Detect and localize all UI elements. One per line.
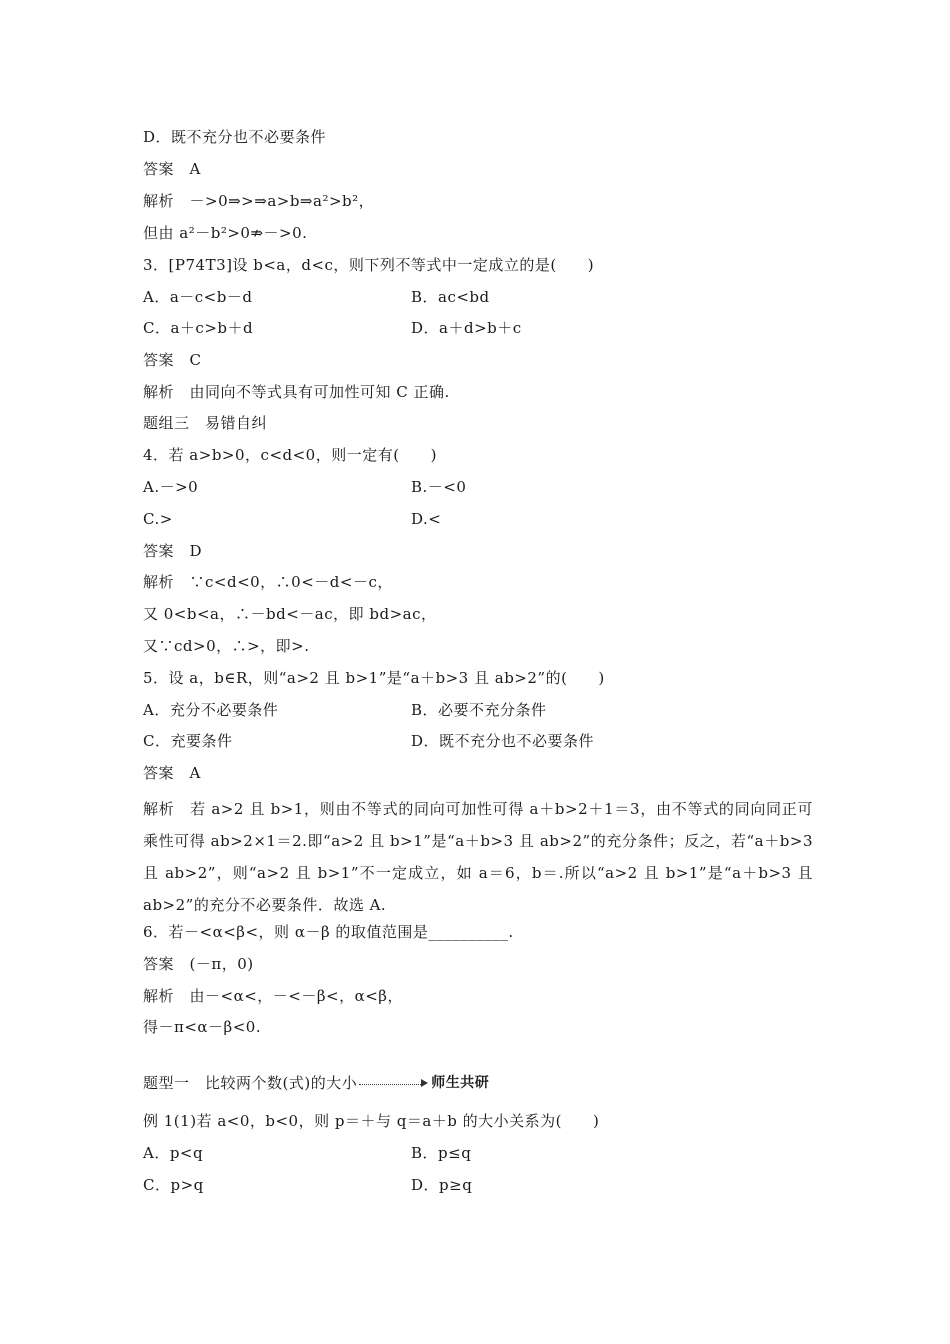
text-line: D.<: [411, 510, 442, 528]
text-line: 3．[P74T3]设 b<a，d<c，则下列不等式中一定成立的是( ): [143, 256, 595, 274]
text-line: D．p≥q: [411, 1176, 473, 1194]
text-line: A．充分不必要条件: [143, 701, 279, 719]
text-line: C．a＋c>b＋d: [143, 319, 254, 337]
text-line: D．既不充分也不必要条件: [143, 128, 327, 146]
text-line: 答案 A: [143, 160, 201, 178]
text-line: A.－>0: [143, 478, 199, 496]
text-line: 题组三 易错自纠: [143, 414, 268, 432]
text-line: 解析 －>0⇒>⇒a>b⇒a²>b²，: [143, 192, 375, 210]
section-heading-label: 题型一 比较两个数(式)的大小: [143, 1074, 358, 1092]
text-line: 又 0<b<a，∴－bd<－ac，即 bd>ac，: [143, 605, 437, 623]
text-line: 解析 ∵c<d<0，∴0<－d<－c，: [143, 573, 393, 591]
text-line: B．p≤q: [411, 1144, 472, 1162]
text-line: 5．设 a，b∈R，则“a>2 且 b>1”是“a＋b>3 且 ab>2”的( ): [143, 669, 605, 687]
text-line: 解析 由同向不等式具有可加性可知 C 正确.: [143, 383, 450, 401]
text-line: D．a＋d>b＋c: [411, 319, 522, 337]
text-line: A．p<q: [143, 1144, 204, 1162]
arrow-head-icon: [421, 1079, 428, 1087]
text-line: 又∵cd>0，∴>，即>.: [143, 637, 310, 655]
solution-paragraph: 解析 若 a>2 且 b>1，则由不等式的同向可加性可得 a＋b>2＋1＝3，由不等式的同向同正可乘性可得 ab>2×1＝2.即“a>2 且 b>1”是“a＋b>3 且 ab>2”的充分条件；反之，若“a＋b>3 且 ab>2”，则“a>2 且 b>1”不一定成立，如 a＝6，b＝.所以“a>2 且 b>1”是“a＋b>3 且 ab>2”的充分不必要条件．故选 A.: [143, 800, 813, 914]
text-line: C．p>q: [143, 1176, 204, 1194]
text-line: 得－π<α－β<0.: [143, 1018, 262, 1036]
text-line: C.>: [143, 510, 173, 528]
text-line: 答案 D: [143, 542, 203, 560]
text-line: 答案 C: [143, 351, 202, 369]
text-line: 6．若－<α<β<，则 α－β 的取值范围是__________.: [143, 923, 514, 941]
section-tag: 师生共研: [431, 1075, 490, 1091]
text-line: B．ac<bd: [411, 288, 490, 306]
text-line: 解析 由－<α<，－<－β<，α<β，: [143, 987, 403, 1005]
text-line: 但由 a²－b²>0⇏－>0.: [143, 224, 308, 242]
text-line: 答案 (－π，0): [143, 955, 254, 973]
text-line: 答案 A: [143, 764, 201, 782]
section-heading: [143, 1073, 489, 1093]
text-line: 4．若 a>b>0，c<d<0，则一定有( ): [143, 446, 437, 464]
text-line: 例 1(1)若 a<0，b<0，则 p＝＋与 q＝a＋b 的大小关系为( ): [143, 1112, 600, 1130]
text-line: D．既不充分也不必要条件: [411, 732, 595, 750]
arrow-line-icon: [359, 1084, 421, 1085]
text-line: A．a－c<b－d: [143, 288, 253, 306]
text-line: C．充要条件: [143, 732, 233, 750]
text-line: B．必要不充分条件: [411, 701, 547, 719]
text-line: B.－<0: [411, 478, 467, 496]
